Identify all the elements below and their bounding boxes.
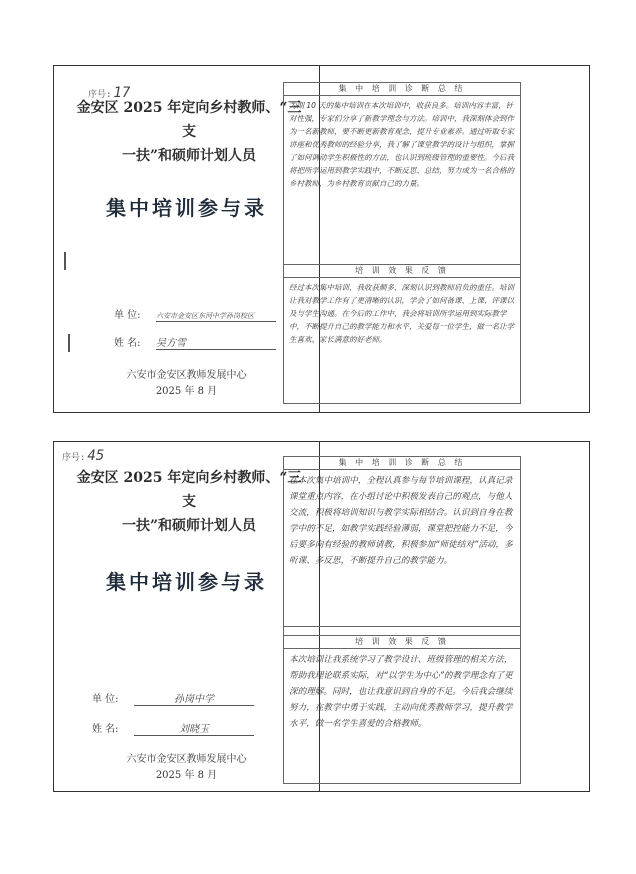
issue-date: 2025 年 8 月: [155, 770, 218, 781]
serial-label: 序号:: [62, 453, 86, 463]
unit-field: [114, 306, 276, 322]
unit-label: 单 位:: [92, 694, 119, 705]
training-form-1: [283, 82, 521, 404]
margin-mark: [68, 334, 70, 352]
cover-title: [74, 466, 304, 538]
name-field: [114, 334, 276, 350]
cover-title-line-2: 一扶”和硕师计划人员: [121, 518, 257, 534]
unit-field: [92, 690, 254, 706]
training-form-2: [283, 456, 521, 784]
feedback-text: 本次培训让我系统学习了教学设计、班级管理的相关方法，帮助我理论联系实际，对“以学生为中心”的教学理念有了更深的理解。同时，也让我意识到自身的不足。今后我会继续努力，在教学中勇于实践，主动向优秀教师学习，提升教学水平，做一名学生喜爱的合格教师。: [289, 655, 513, 729]
summary-section: [284, 96, 520, 264]
issuer-org: 六安市金安区教师发展中心: [126, 370, 247, 381]
cover-title-line-2: 一扶”和硕师计划人员: [121, 148, 257, 164]
summary-text: 在本次集中培训中，全程认真参与每节培训课程，认真记录课堂重点内容，在小组讨论中积极发表自己的观点，与他人交流，积极将培训知识与教学实际相结合。认识到自身在教学中的不足，如教学实践经验薄弱，课堂把控能力不足，今后要多向有经验的教师请教，积极参加“师徒结对”活动，多听课、多反思，不断提升自己的教学能力。: [289, 476, 513, 566]
name-value: 刘晓玉: [134, 720, 254, 736]
issuer: [54, 368, 319, 400]
unit-value: 孙岗中学: [134, 690, 254, 706]
serial-value: 45: [87, 448, 105, 464]
cover-title: [74, 96, 304, 168]
feedback-text: 经过本次集中培训，我收获颇多，深刻认识到教师肩负的重任。培训让我对教学工作有了更清晰的认识，学会了如何备课、上课、评课以及与学生沟通。在今后的工作中，我会将培训所学运用到实际教学中，不断提升自己的教学能力和水平，关爱每一位学生，做一名让学生喜欢、家长满意的好老师。: [289, 283, 514, 344]
cover-page-2: [54, 442, 319, 791]
main-title: 集中培训参与录: [106, 196, 267, 220]
feedback-heading: 培 训 效 果 反 馈: [284, 635, 520, 649]
name-label: 姓 名:: [92, 724, 119, 735]
feedback-heading: 培 训 效 果 反 馈: [284, 265, 520, 278]
name-label: 姓 名:: [114, 338, 141, 349]
serial-number: [62, 448, 104, 464]
cover-title-line-1: 金安区 2025 年定向乡村教师、“三支: [76, 470, 302, 510]
unit-label: 单 位:: [114, 310, 141, 321]
feedback-section: [284, 278, 520, 412]
serial-label: 序号:: [88, 90, 112, 100]
issue-date: 2025 年 8 月: [155, 386, 218, 397]
cover-title-line-1: 金安区 2025 年定向乡村教师、“三支: [76, 100, 302, 140]
issuer: [54, 752, 319, 784]
margin-mark: [64, 252, 66, 270]
serial-value: 17: [113, 85, 131, 101]
summary-heading: 集 中 培 训 诊 断 总 结: [284, 457, 520, 470]
issuer-org: 六安市金安区教师发展中心: [126, 754, 247, 765]
unit-value: 六安市金安区东河中学孙岗校区: [156, 311, 276, 322]
name-field: [92, 720, 254, 736]
feedback-section: [284, 649, 520, 793]
name-value: 吴方雪: [156, 334, 276, 350]
main-title: 集中培训参与录: [106, 570, 267, 594]
summary-section: [284, 470, 520, 626]
cover-page-1: [54, 66, 319, 412]
summary-text: 为期 10 天的集中培训在本次培训中，收获良多。培训内容丰富，针对性强，专家们分享了新教学理念与方法。培训中，我深刻体会到作为一名新教师，要不断更新教育观念，提升专业素养。通过听取专家讲座和优秀教师的经验分享，我了解了课堂教学的设计与组织，掌握了如何调动学生积极性的方法，也认识到班级管理的重要性。今后我将把所学运用到教学实践中，不断反思、总结，努力成为一名合格的乡村教师，为乡村教育贡献自己的力量。: [289, 101, 514, 188]
summary-heading: 集 中 培 训 诊 断 总 结: [284, 83, 520, 96]
